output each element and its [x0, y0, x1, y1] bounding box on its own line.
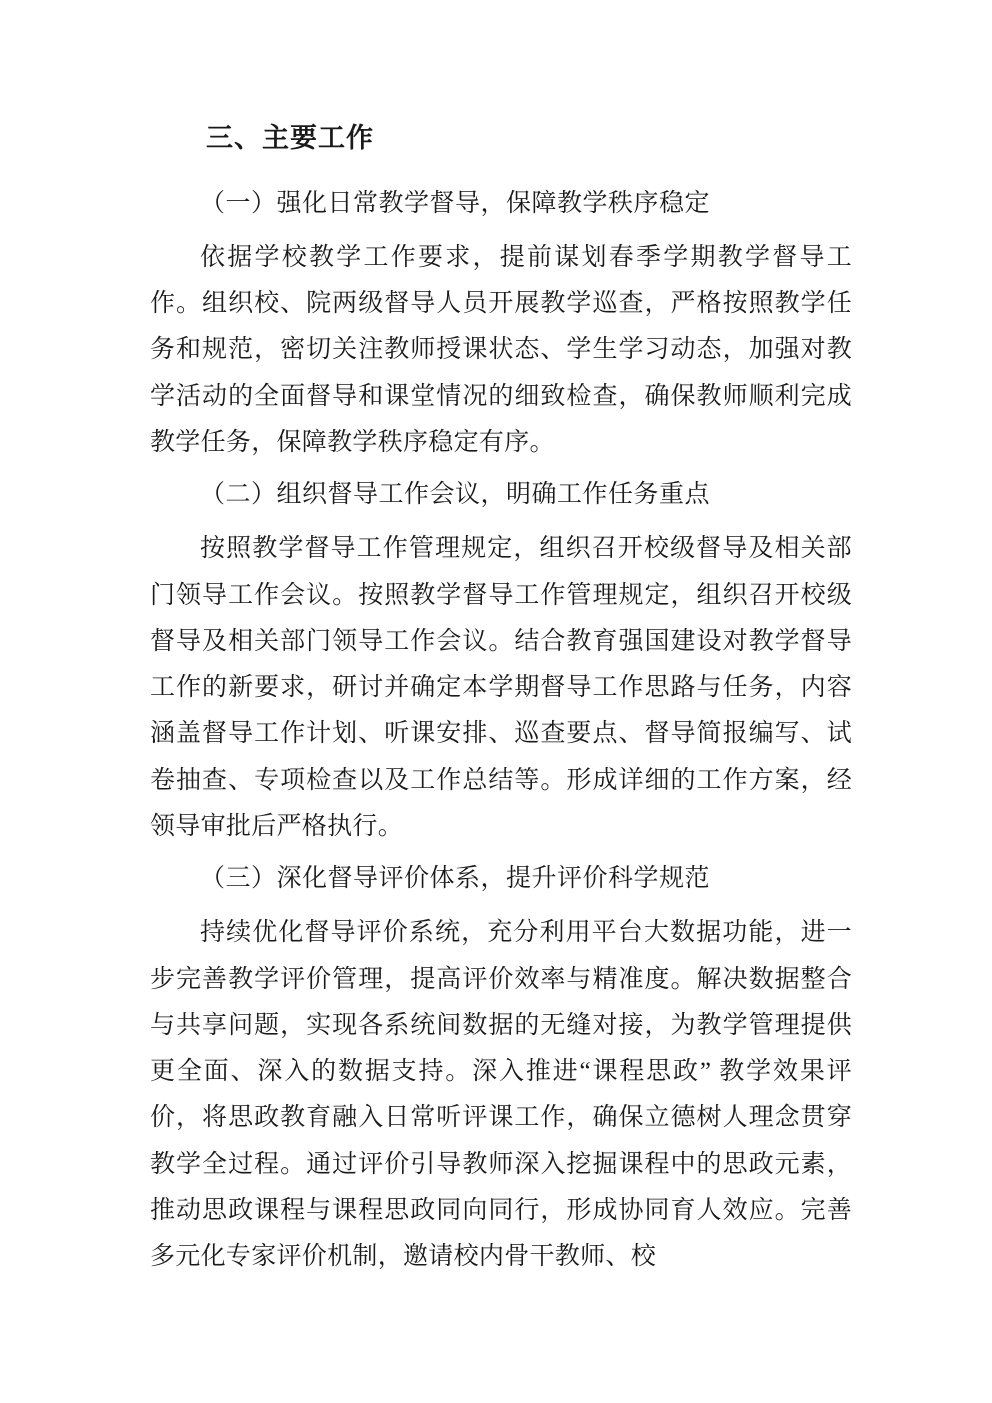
page-title: 三、主要工作 — [206, 123, 374, 153]
subsection-heading-2: （二）组织督导工作会议，明确工作任务重点 — [200, 481, 711, 508]
subsection-heading-1: （一）强化日常教学督导，保障教学秩序稳定 — [200, 189, 711, 217]
paragraph-3: 持续优化督导评价系统，充分利用平台大数据功能，进一步完善教学评价管理，提高评价效率与精准度。解决数据整合与共享问题，实现各系统间数据的无缝对接，为教学管理提供更全面、深入的数据支持。深入推进“课程思政” 教学效果评价，将思政教育融入日常听评课工作，确保立德树人理念贯穿教学全过程。通过评价引导教师深入挖掘课程中的思政元素，推动思政课程与课程思政同向同行，形成协同育人效应。完善多元化专家评价机制，邀请校内骨干教师、校 — [150, 919, 852, 1270]
document-body — [150, 118, 852, 1280]
paragraph-1: 依据学校教学工作要求，提前谋划春季学期教学督导工作。组织校、院两级督导人员开展教学巡查，严格按照教学任务和规范，密切关注教师授课状态、学生学习动态，加强对教学活动的全面督导和课堂情况的细致检查，确保教师顺利完成教学任务，保障教学秩序稳定有序。 — [150, 243, 852, 456]
subsection-heading-3: （三）深化督导评价体系，提升评价科学规范 — [200, 865, 711, 892]
paragraph-2: 按照教学督导工作管理规定，组织召开校级督导及相关部门领导工作会议。按照教学督导工作管理规定，组织召开校级督导及相关部门领导工作会议。结合教育强国建设对教学督导工作的新要求，研讨并确定本学期督导工作思路与任务，内容涵盖督导工作计划、听课安排、巡查要点、督导简报编写、试卷抽查、专项检查以及工作总结等。形成详细的工作方案，经领导审批后严格执行。 — [150, 535, 852, 840]
